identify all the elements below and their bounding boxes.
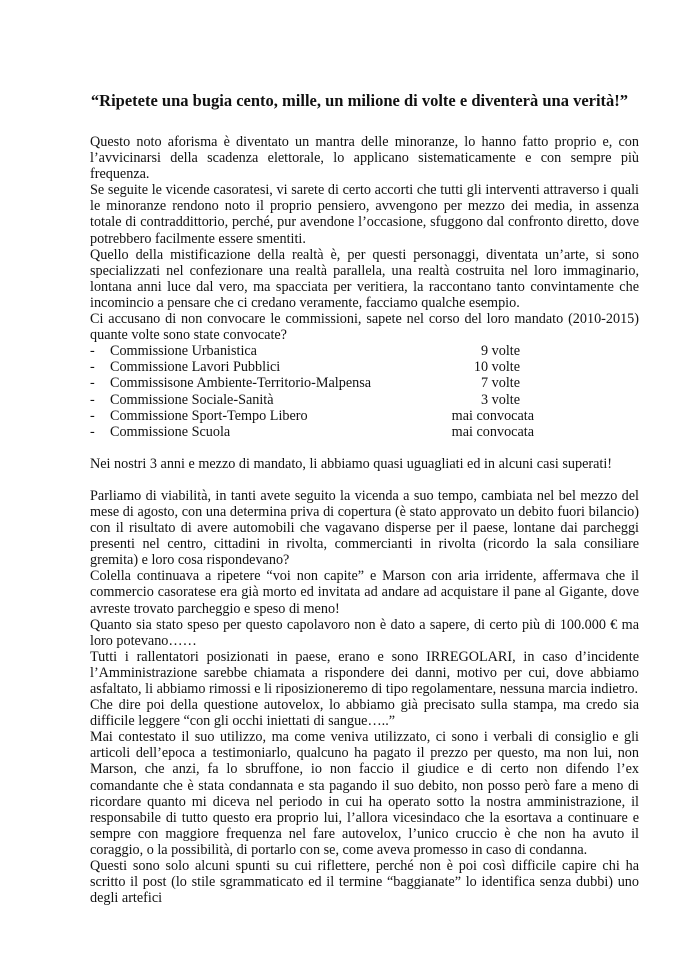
document-title: “Ripetete una bugia cento, mille, un milione di volte e diventerà una verità!” xyxy=(90,91,629,110)
paragraph-intro-1: Questo noto aforisma è diventato un mantra delle minoranze, lo hanno fatto proprio e, con l’avvicinarsi della scadenza elettorale, lo applicano sistematicamente e con sempre più frequenza. xyxy=(90,134,639,183)
list-dash: - xyxy=(90,359,95,376)
list-dash: - xyxy=(90,343,95,360)
paragraph-spacer xyxy=(90,472,639,488)
paragraph-intro-4: Ci accusano di non convocare le commissioni, sapete nel corso del loro mandato (2010-2015) quante volte sono state convocate? xyxy=(90,311,639,344)
commission-count: 7 volte xyxy=(480,375,520,392)
list-item xyxy=(90,424,639,440)
paragraph-summary: Nei nostri 3 anni e mezzo di mandato, li abbiamo quasi uguagliati ed in alcuni casi superati! xyxy=(90,455,613,472)
commission-count: 9 volte xyxy=(480,343,520,360)
list-dash: - xyxy=(90,423,95,440)
commission-count: 10 volte xyxy=(473,359,520,376)
commission-count: 3 volte xyxy=(480,391,520,408)
commission-count: mai convocata xyxy=(451,423,534,440)
commission-name: Commissione Lavori Pubblici xyxy=(110,359,281,376)
paragraph-intro-3: Quello della mistificazione della realtà è, per questi personaggi, diventata un’arte, si sono specializzati nel confezionare una realtà parallela, una realtà costruita nel loro immaginario, lontana anni luce dal vero, ma spacciata per veritiera, la raccontano tanto convintamente che incomincio a pensare che ci credano veramente, facciamo qualche esempio. xyxy=(90,246,639,311)
paragraph-autovelox: Che dire poi della questione autovelox, lo abbiamo già precisato sulla stampa, ma credo sia difficile leggere “con gli occhi iniettati di sangue…..” xyxy=(90,697,639,730)
paragraph-intro-2: Se seguite le vicende casoratesi, vi sarete di certo accorti che tutti gli interventi attraverso i quali le minoranze rendono noto il proprio pensiero, avvengono per mezzo dei media, in assenza totale di contraddittorio, perché, pur avendone l’occasione, sfuggono dal confronto diretto, dove potrebbero facilmente essere smentiti. xyxy=(90,182,639,247)
paragraph-costo: Quanto sia stato speso per questo capolavoro non è dato a sapere, di certo più di 100.000 € ma loro potevano…… xyxy=(90,616,639,649)
list-item xyxy=(90,359,639,375)
list-item xyxy=(90,375,639,391)
commission-name: Commissione Sociale-Sanità xyxy=(110,391,274,408)
paragraph-viabilita: Parliamo di viabilità, in tanti avete seguito la vicenda a suo tempo, cambiata nel bel mezzo del mese di agosto, con una determina priva di copertura (è stato approvato un debito fuori bilancio) con il risultato di avere automobili che vagavano disperse per il paese, lontane dai parcheggi presenti nel centro, cittadini in rivolta, commercianti in rivolta (ricordo la sala consiliare gremita) e loro cosa rispondevano? xyxy=(90,487,639,569)
paragraph-spacer xyxy=(90,440,639,456)
list-dash: - xyxy=(90,391,95,408)
list-dash: - xyxy=(90,407,95,424)
commission-count: mai convocata xyxy=(451,407,534,424)
commission-name: Commissisone Ambiente-Territorio-Malpensa xyxy=(110,375,372,392)
paragraph-colella: Colella continuava a ripetere “voi non capite” e Marson con aria irridente, affermava che il commercio casoratese era già morto ed invitata ad andare ad acquistare il pane al Gigante, dove avreste trovato parcheggio e speso di meno! xyxy=(90,568,639,617)
list-dash: - xyxy=(90,375,95,392)
commission-name: Commissione Sport-Tempo Libero xyxy=(110,407,308,424)
commission-name: Commissione Scuola xyxy=(110,423,231,440)
list-item xyxy=(90,408,639,424)
paragraph-utilizzo: Mai contestato il suo utilizzo, ma come veniva utilizzato, ci sono i verbali di consiglio e gli articoli dell’epoca a testimoniarlo, qualcuno ha pagato il prezzo per questo, ma non lui, non Marson, che anzi, fa lo sbruffone, io non faccio il giudice e di certo non difendo l’ex comandante che è stata condannata e sta pagando il suo debito, non posso però fare a meno di ricordare quanto mi diceva nel periodo in cui ha operato sotto la nostra amministrazione, il responsabile di tutto questo era proprio lui, l’allora vicesindaco che la esortava a continuare e sempre con maggiore frequenza nel fare autovelox, l’unico cruccio è che non ha avuto il coraggio, o la possibilità, di portarlo con se, come aveva promesso in caso di condanna. xyxy=(90,729,639,858)
paragraph-spunti: Questi sono solo alcuni spunti su cui riflettere, perché non è poi così difficile capire chi ha scritto il post (lo stile sgrammaticato ed il termine “baggianate” lo identifica senza dubbi) uno degli artefici xyxy=(90,858,639,907)
commission-name: Commissione Urbanistica xyxy=(110,343,257,360)
list-item xyxy=(90,343,639,359)
commissions-list xyxy=(90,343,639,440)
paragraph-rallentatori: Tutti i rallentatori posizionati in paese, erano e sono IRREGOLARI, in caso d’incidente l’Amministrazione sarebbe chiamata a rispondere dei danni, motivo per cui, dove abbiamo asfaltato, li abbiamo rimossi e li riposizioneremo di tipo regolamentare, nessuna marcia indietro. xyxy=(90,648,639,697)
list-item xyxy=(90,392,639,408)
